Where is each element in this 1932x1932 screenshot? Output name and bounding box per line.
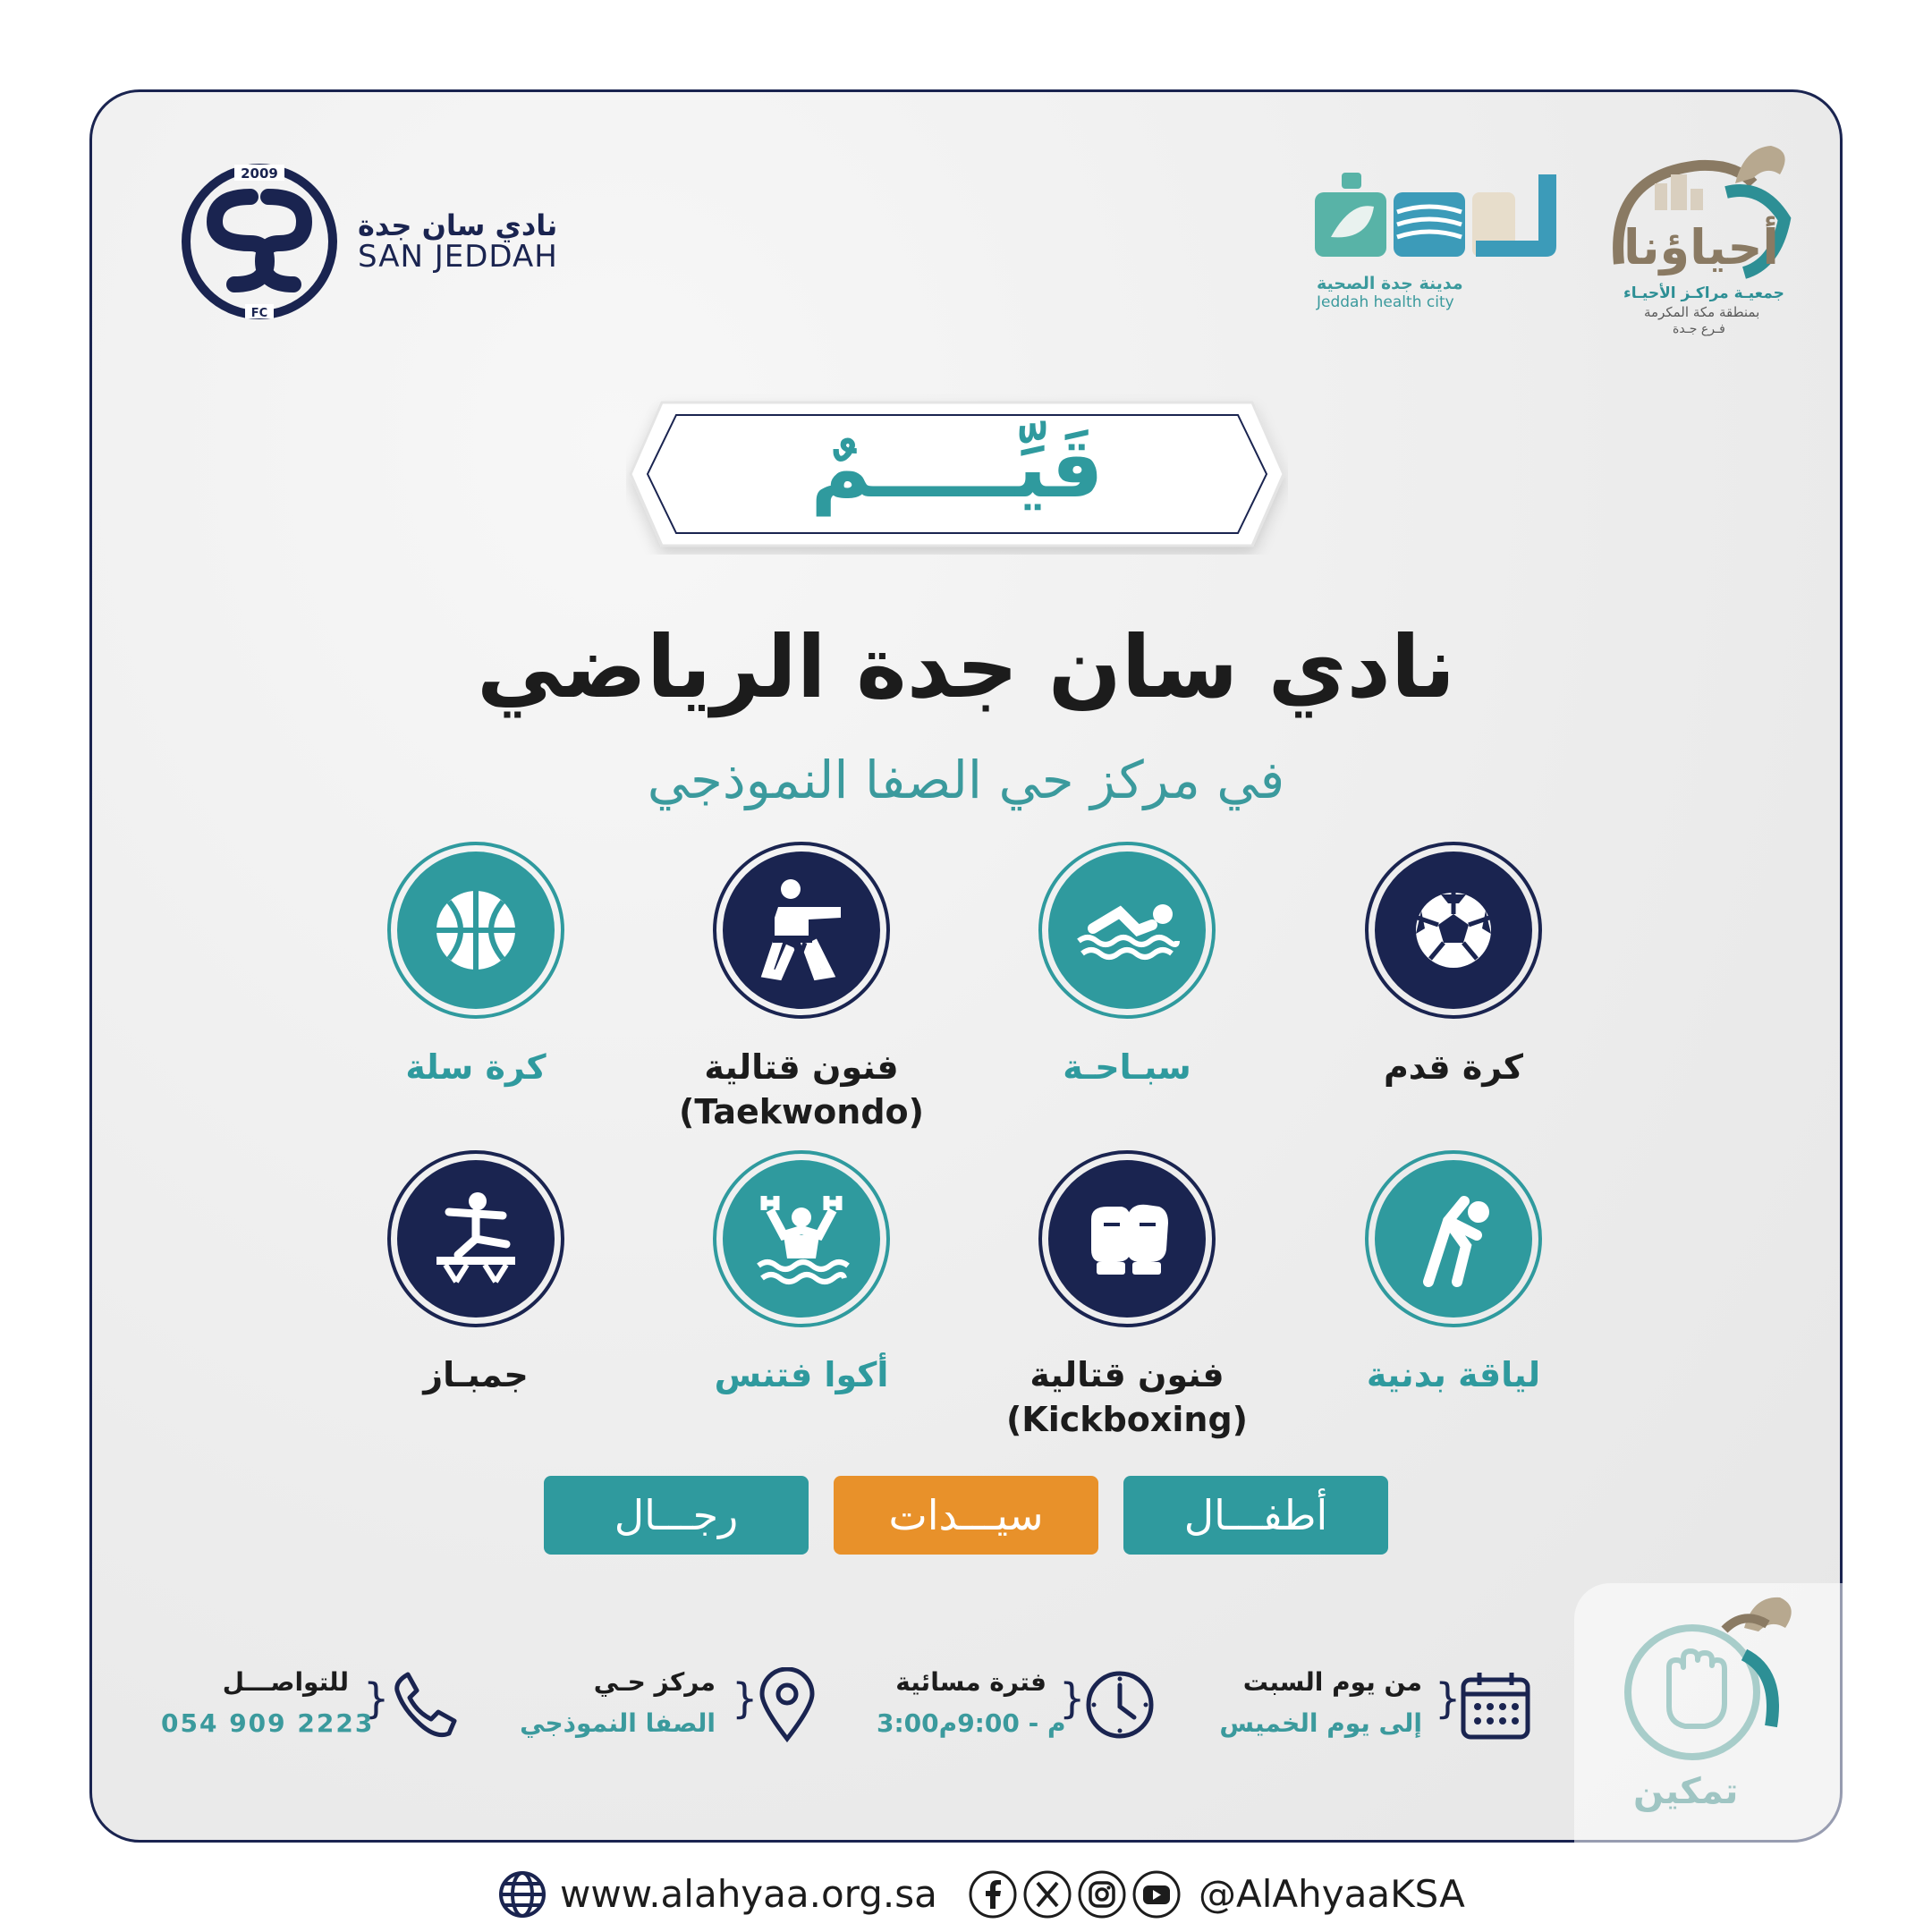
facebook-icon[interactable]: [968, 1869, 1018, 1919]
sport-label-taekwondo: فنون قتالية: [704, 1047, 899, 1087]
jeddah-health-english: Jeddah health city: [1317, 293, 1454, 311]
info-days-top: من يوم السبت: [1242, 1667, 1422, 1697]
instagram-icon[interactable]: [1077, 1869, 1127, 1919]
poster-card: [89, 89, 1843, 1843]
san-jeddah-logo: [179, 161, 340, 322]
sport-label-aqua-fitness: أكوا فتنس: [714, 1355, 889, 1394]
audience-children: أطفـــال: [1123, 1476, 1388, 1555]
brace-location: }: [732, 1674, 758, 1723]
svg-text:2009: 2009: [241, 165, 278, 182]
alahyaa-region: بمنطقة مكة المكرمة: [1644, 304, 1760, 320]
alahyaa-name: أحياؤنا: [1623, 219, 1779, 275]
san-jeddah-arabic: نادي سان جدة: [358, 208, 558, 242]
brace-time: }: [1059, 1674, 1086, 1723]
sport-sublabel-taekwondo: (Taekwondo): [678, 1092, 924, 1131]
footer-social-handle[interactable]: @AlAhyaaKSA: [1199, 1872, 1465, 1916]
location-pin-icon: [758, 1667, 816, 1742]
alahyaa-branch: فـرع جـدة: [1673, 322, 1725, 336]
taekwondo-icon: [712, 841, 891, 1020]
sport-sublabel-kickboxing: (Kickboxing): [1005, 1400, 1249, 1439]
sport-label-basketball: كرة سلة: [405, 1047, 547, 1087]
info-time-top: فترة مسائية: [895, 1667, 1046, 1697]
boxing-gloves-icon: [1038, 1149, 1216, 1328]
tamkeen-text: تمكين: [1633, 1771, 1739, 1812]
page-subtitle: في مركز حي الصفا النموذجي: [647, 750, 1285, 810]
info-location-top: مركز حـي: [593, 1667, 716, 1697]
banner-text: قَيِّـــــمٌ: [810, 420, 1104, 516]
jeddah-health-city-logo: [1315, 165, 1570, 273]
brace-contact: }: [363, 1674, 390, 1723]
sport-label-kickboxing: فنون قتالية: [1030, 1355, 1224, 1394]
svg-text:FC: FC: [250, 307, 268, 320]
globe-icon: [497, 1869, 547, 1919]
stretching-icon: [1364, 1149, 1543, 1328]
swimmer-icon: [1038, 841, 1216, 1020]
contact-phone-number[interactable]: 054 909 2223: [161, 1708, 375, 1738]
x-twitter-icon[interactable]: [1022, 1869, 1072, 1919]
sport-label-gymnastics: جمبـاز: [423, 1355, 529, 1394]
footer-website-link[interactable]: www.alahyaa.org.sa: [560, 1872, 937, 1916]
audience-men: رجـــال: [544, 1476, 809, 1555]
brace-days: }: [1435, 1674, 1462, 1723]
page-title: نادي سان جدة الرياضي: [477, 617, 1455, 717]
sport-label-soccer: كرة قدم: [1383, 1047, 1524, 1087]
sport-label-fitness: لياقة بدنية: [1366, 1355, 1541, 1394]
calendar-icon: [1460, 1669, 1531, 1741]
youtube-icon[interactable]: [1131, 1869, 1182, 1919]
audience-women: سيـــدات: [834, 1476, 1098, 1555]
phone-icon: [390, 1669, 460, 1739]
basketball-icon: [386, 841, 565, 1020]
san-jeddah-english: SAN JEDDAH: [358, 239, 558, 275]
jeddah-health-arabic: مدينة جدة الصحية: [1317, 274, 1463, 293]
aqua-fitness-icon: [712, 1149, 891, 1328]
sport-label-swimming: سبـاحـة: [1063, 1047, 1191, 1087]
info-days-bottom: إلى يوم الخميس: [1219, 1708, 1422, 1738]
info-contact-top: للتواصـــل: [222, 1667, 349, 1697]
info-time-bottom: 3:00م - 9:00م: [877, 1708, 1066, 1738]
tamkeen-fist-logo: [1610, 1592, 1807, 1771]
gymnast-icon: [386, 1149, 565, 1328]
alahyaa-subtitle: جمعيـة مراكـز الأحيـاء: [1623, 284, 1784, 302]
soccer-ball-icon: [1364, 841, 1543, 1020]
clock-icon: [1084, 1669, 1156, 1741]
info-location-bottom: الصفا النموذجي: [520, 1708, 716, 1738]
